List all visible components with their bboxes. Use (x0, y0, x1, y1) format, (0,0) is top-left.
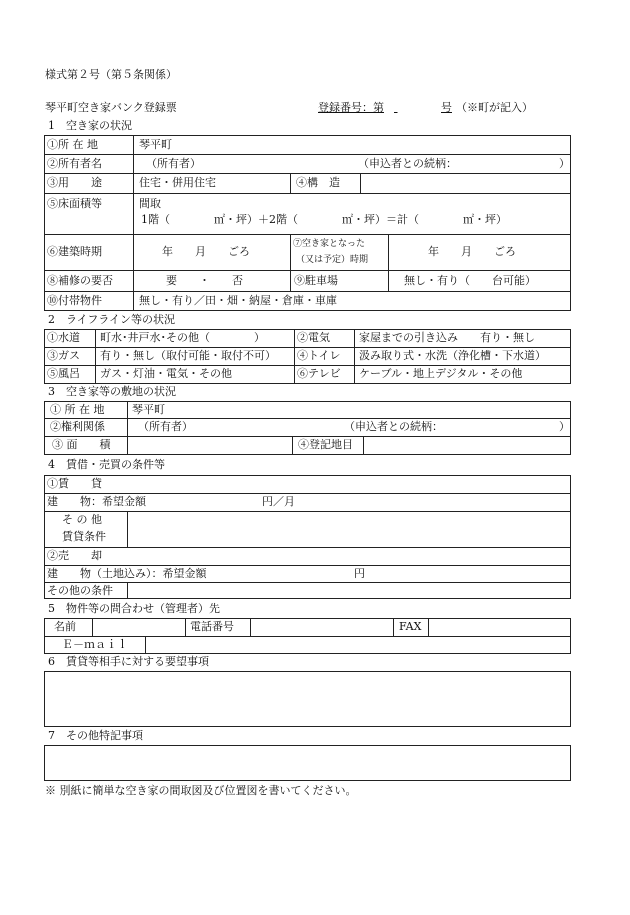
s2-toilet-value[interactable]: 汲み取り式・水洗（浄化槽・下水道） (359, 349, 546, 362)
s1-owner-value[interactable]: （所有者） (146, 157, 201, 170)
s6-box[interactable] (44, 671, 571, 727)
s4-sale-label: ②売 却 (47, 549, 102, 562)
footnote: ※ 別紙に簡単な空き家の間取図及び位置図を書いてください。 (45, 784, 357, 797)
s1-use-label: ③用 途 (47, 176, 102, 189)
s5-email-label: Ｅ－ｍａｉｌ (62, 638, 128, 651)
reg-no-blank[interactable] (394, 101, 440, 115)
s6-heading: 6 賃貸等相手に対する要望事項 (48, 655, 209, 668)
s1-repair-value[interactable]: 要 ・ 否 (166, 274, 243, 287)
s4-other-rent-label2: 賃貸条件 (62, 530, 106, 543)
form-title: 琴平町空き家バンク登録票 (45, 101, 177, 114)
s3-rights-label: ②権利関係 (50, 420, 105, 433)
s7-box[interactable] (44, 745, 571, 781)
s3-location-label: ① 所 在 地 (50, 403, 105, 416)
reg-no-label: 登録番号：第 (318, 101, 384, 114)
s3-area-label: ③ 面 積 (52, 438, 111, 451)
s4-rent-unit: 円／月 (262, 495, 295, 508)
s1-attached-label: ⑩付帯物件 (47, 294, 102, 307)
s2-water-label: ①水道 (47, 331, 80, 344)
s2-toilet-label: ④トイレ (297, 349, 341, 362)
s1-owner-label: ②所有者名 (47, 157, 102, 170)
s1-vacant-value[interactable]: 年 月 ごろ (428, 245, 516, 258)
s1-relation-close: ） (559, 157, 570, 170)
s2-tv-label: ⑥テレビ (297, 367, 341, 380)
s4-heading: 4 賃借・売買の条件等 (48, 458, 165, 471)
s1-built-value[interactable]: 年 月 ごろ (162, 245, 250, 258)
s2-tv-value[interactable]: ケーブル・地上デジタル・その他 (359, 367, 523, 380)
s3-heading: 3 空き家等の敷地の状況 (48, 385, 176, 398)
s1-built-label: ⑥建築時期 (47, 245, 102, 258)
s1-location-label: ①所 在 地 (47, 138, 98, 151)
s3-location-value[interactable]: 琴平町 (132, 403, 165, 416)
s3-relation-label: （申込者との続柄： (344, 420, 443, 433)
s3-land-label: ④登記地目 (298, 438, 353, 451)
s1-structure-label: ④構 造 (296, 176, 340, 189)
s1-parking-label: ⑨駐車場 (294, 274, 338, 287)
s5-phone-label: 電話番号 (190, 620, 234, 633)
s1-floor-line[interactable]: 1階（ ㎡・坪）＋2階（ ㎡・坪）＝計（ ㎡・坪） (141, 213, 507, 226)
s1-parking-value[interactable]: 無し・有り（ 台可能） (404, 274, 536, 287)
s4-sale-unit: 円 (354, 567, 365, 580)
s2-bath-label: ⑤風呂 (47, 367, 80, 380)
reg-no-note: （※町が記入） (456, 101, 533, 114)
s1-repair-label: ⑧補修の要否 (47, 274, 113, 287)
s2-electric-label: ②電気 (297, 331, 330, 344)
s7-heading: 7 その他特記事項 (48, 729, 143, 742)
s4-sale-building: 建 物（土地込み）：希望金額 (47, 567, 207, 580)
reg-no-suffix: 号 (441, 101, 452, 114)
s1-vacant-label1: ⑦空き家となった (293, 239, 366, 249)
s1-location-value[interactable]: 琴平町 (139, 138, 172, 151)
s5-fax-label: FAX (399, 620, 422, 633)
s2-heading: 2 ライフライン等の状況 (48, 313, 176, 326)
s4-other-rent-label1: そ の 他 (62, 513, 102, 526)
s1-relation-label: （申込者との続柄： (358, 157, 457, 170)
s3-rights-value[interactable]: （所有者） (138, 420, 193, 433)
s2-gas-value[interactable]: 有り・無し（取付可能・取付不可） (100, 349, 276, 362)
s1-vacant-label2: （又は予定）時期 (296, 255, 369, 265)
s1-attached-value[interactable]: 無し・有り／田・畑・納屋・倉庫・車庫 (139, 294, 337, 307)
s4-rent-label: ①賃 貸 (47, 477, 102, 490)
s4-other-sale-label: その他の条件 (47, 584, 113, 597)
s1-heading: 1 空き家の状況 (48, 119, 132, 132)
s5-name-label: 名前 (54, 620, 76, 633)
s2-water-value[interactable]: 町水･井戸水･その他（ ） (100, 331, 265, 344)
s2-electric-value[interactable]: 家屋までの引き込み 有り・無し (359, 331, 535, 344)
s5-heading: 5 物件等の問合わせ（管理者）先 (48, 602, 220, 615)
s3-relation-close: ） (559, 420, 570, 433)
s1-floor-label: ⑤床面積等 (47, 197, 102, 210)
s1-floor-plan: 間取 (139, 197, 161, 210)
s2-bath-value[interactable]: ガス・灯油・電気・その他 (100, 367, 232, 380)
form-id: 様式第２号（第５条関係） (45, 68, 177, 81)
s4-rent-building: 建 物：希望金額 (47, 495, 146, 508)
s1-use-value[interactable]: 住宅・併用住宅 (139, 176, 216, 189)
s2-gas-label: ③ガス (47, 349, 80, 362)
